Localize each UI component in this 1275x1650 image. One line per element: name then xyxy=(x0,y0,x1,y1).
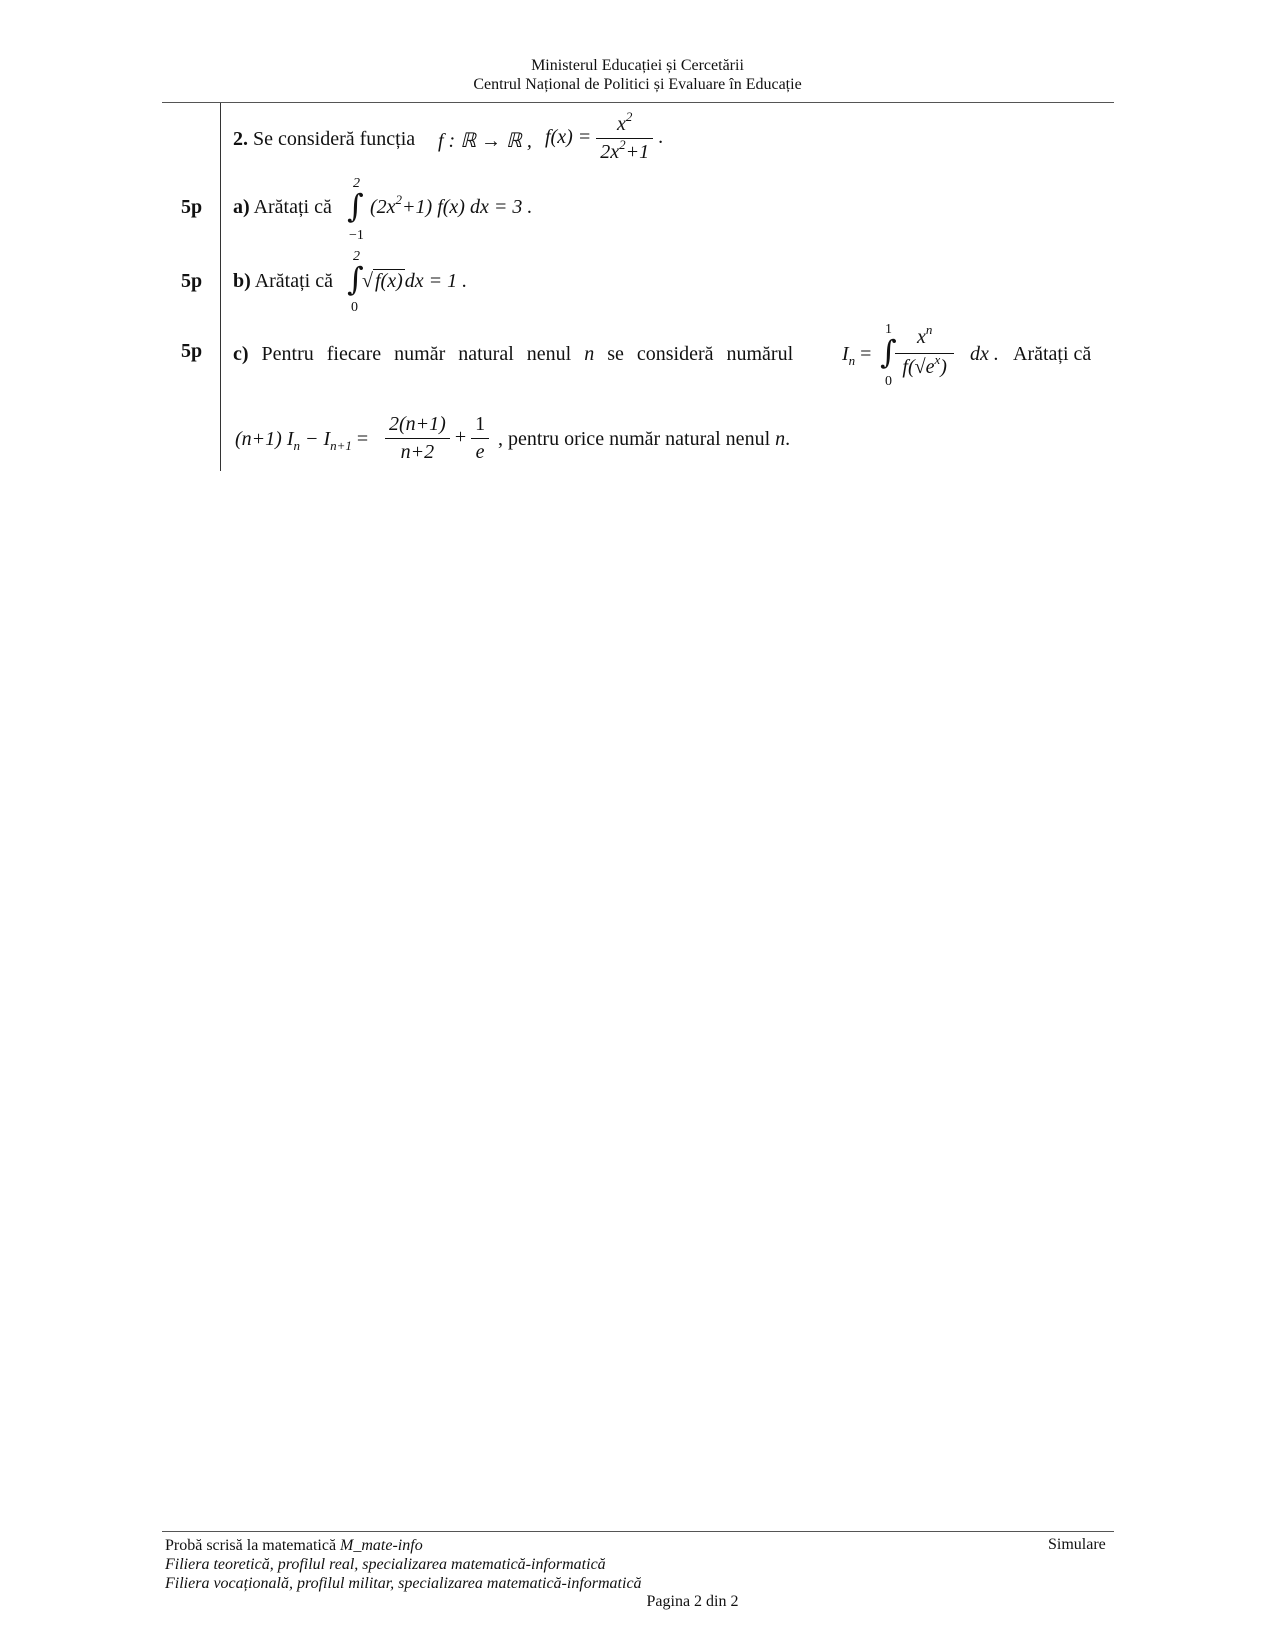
function-fraction: $\frac{x^2}{2x^2+1}$ xyxy=(596,113,653,164)
item-a-text: a) Arătați că xyxy=(233,196,332,218)
item-b-upper-limit: 2 xyxy=(353,249,360,264)
problem-intro xyxy=(233,128,415,151)
item-b-lower-limit: 0 xyxy=(351,300,358,315)
item-a-label: a) xyxy=(233,196,250,218)
item-a-expression: $(2x^2+1)$ f(x) dx = 3 . xyxy=(370,192,533,218)
header-ministry: Ministerul Educației și Cercetării xyxy=(531,57,744,74)
function-domain: f : ℝ → ℝ , xyxy=(438,130,532,152)
problem-number: 2. xyxy=(233,128,248,150)
header-center: Centrul Național de Politici și Evaluare în Educație xyxy=(473,76,802,93)
sqrt-icon: √ xyxy=(362,270,373,292)
item-c-text: c) Pentru fiecare număr natural nenul n se consideră numărul xyxy=(233,343,794,365)
page-footer xyxy=(165,1536,642,1593)
item-c-recurrence-text: , pentru orice număr natural nenul n. xyxy=(498,428,791,450)
page-number: Pagina 2 din 2 xyxy=(646,1593,739,1610)
item-c-fraction: $\frac{x^n}{f(√e^x)}$ xyxy=(895,326,954,379)
item-c-lower-limit: 0 xyxy=(885,374,892,389)
item-a-lower-limit: −1 xyxy=(349,228,364,243)
footer-line2: Filiera teoretică, profilul real, specializarea matematică-informatică xyxy=(165,1556,606,1573)
item-b-radicand: f(x) xyxy=(374,270,403,292)
item-b-label: b) xyxy=(233,270,251,292)
item-c-recurrence-rhs: $\frac{2(n+1)}{n+2}$ + $\frac{1}{e}$ xyxy=(385,413,489,464)
item-a-upper-limit: 2 xyxy=(353,176,360,191)
points-c: 5p xyxy=(181,340,203,362)
item-c-aratati: Arătați că xyxy=(1013,343,1092,365)
integral-sign-icon: ∫ xyxy=(347,260,364,298)
points-a: 5p xyxy=(181,196,203,218)
function-numerator: x xyxy=(617,113,626,135)
item-c-upper-limit: 1 xyxy=(885,322,892,337)
item-b-expression: √ f(x) dx = 1 . xyxy=(362,270,468,292)
points-column-divider xyxy=(220,103,221,471)
function-period: . xyxy=(658,126,664,149)
item-c-label: c) xyxy=(233,343,249,365)
item-c-In-lhs: $I_n$ = xyxy=(842,343,872,368)
problem-intro-text: Se consideră funcția xyxy=(253,128,416,150)
header-divider xyxy=(162,102,1114,103)
item-b-text: b) Arătați că xyxy=(233,270,333,292)
page-header xyxy=(0,56,1275,94)
item-c-recurrence-lhs: (n+1) $I_n - I_{n+1}$ = xyxy=(235,428,369,453)
footer-simulare: Simulare xyxy=(1048,1536,1106,1553)
item-c-dx: dx . xyxy=(970,343,999,365)
integral-sign-icon: ∫ xyxy=(880,333,897,371)
points-b: 5p xyxy=(181,270,203,292)
footer-line1: Probă scrisă la matematică M_mate-info xyxy=(165,1537,423,1554)
footer-divider xyxy=(162,1531,1114,1532)
function-lhs: f(x) = xyxy=(545,126,592,149)
integral-sign-icon: ∫ xyxy=(347,187,364,225)
function-denominator: 2x xyxy=(600,141,620,163)
function-definition xyxy=(545,109,664,164)
footer-line3: Filiera vocațională, profilul militar, specializarea matematică-informatică xyxy=(165,1575,642,1592)
